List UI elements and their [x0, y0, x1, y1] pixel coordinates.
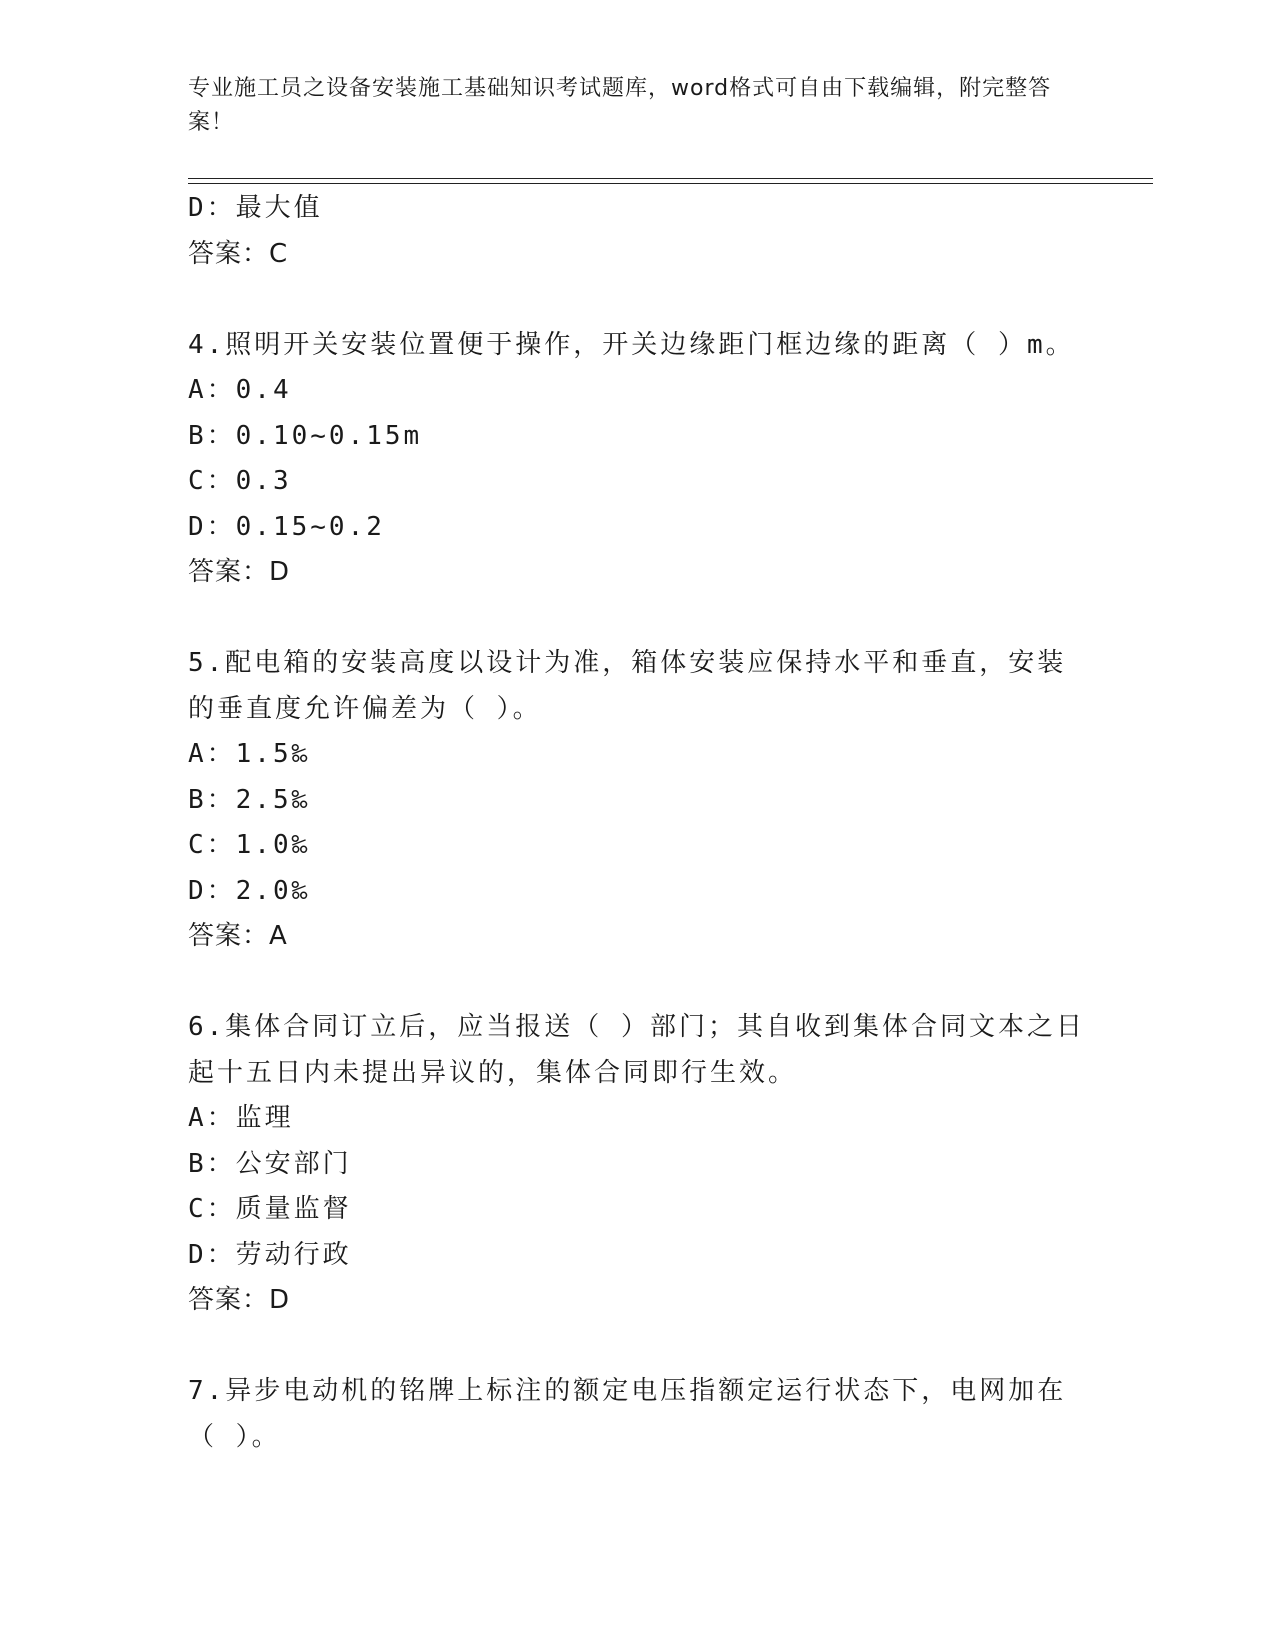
option-c	[188, 459, 1088, 505]
option-text: 0.3	[235, 466, 292, 496]
spacer	[188, 277, 1088, 323]
option-label: C：	[188, 466, 236, 496]
option-label: D：	[188, 875, 236, 906]
option-text: 最大值	[235, 193, 323, 223]
option-text: 公安部门	[235, 1148, 352, 1179]
header-rule-bottom	[188, 183, 1153, 184]
option-label: D：	[188, 193, 236, 223]
option-text: 0.4	[235, 375, 292, 405]
question-6-line-1: 6.集体合同订立后，应当报送（ ）部门；其自收到集体合同文本之日	[188, 1012, 1085, 1042]
option-label: C：	[188, 830, 236, 860]
option-label: B：	[188, 420, 236, 451]
answer-line: 答案：A	[188, 921, 288, 951]
spacer	[188, 960, 1088, 1006]
option-c	[188, 823, 1088, 869]
question-7-line-2: （ ）。	[188, 1421, 281, 1452]
answer-line: 答案：D	[188, 1285, 291, 1315]
option-c	[188, 1187, 1088, 1233]
option-a	[188, 368, 1088, 414]
option-b	[188, 778, 1088, 824]
option-label: D：	[188, 511, 236, 542]
question-7-line-1: 7.异步电动机的铭牌上标注的额定电压指额定运行状态下，电网加在	[188, 1376, 1067, 1406]
option-b	[188, 1142, 1088, 1188]
option-label: D：	[188, 1239, 236, 1270]
document-header: 专业施工员之设备安装施工基础知识考试题库，word格式可自由下载编辑，附完整答案！	[188, 76, 1052, 135]
answer-line: 答案：C	[188, 238, 289, 269]
option-text: 2.0‰	[235, 875, 311, 906]
option-label: B：	[188, 784, 236, 815]
option-d	[188, 505, 1088, 551]
option-a	[188, 732, 1088, 778]
option-text: 2.5‰	[235, 784, 311, 815]
option-label: C：	[188, 1194, 236, 1224]
question-5-line-1: 5.配电箱的安装高度以设计为准，箱体安装应保持水平和垂直，安装	[188, 648, 1067, 678]
option-b	[188, 414, 1088, 460]
option-d	[188, 869, 1088, 915]
option-d	[188, 1233, 1088, 1279]
question-4: 4.照明开关安装位置便于操作，开关边缘距门框边缘的距离（ ）m。	[188, 329, 1075, 360]
question-5-line-2: 的垂直度允许偏差为（ ）。	[188, 693, 542, 724]
option-text: 1.5‰	[235, 739, 311, 769]
option-text: 质量监督	[235, 1194, 352, 1224]
document-content	[188, 186, 1088, 1460]
option-label: A：	[188, 375, 236, 405]
option-d	[188, 186, 1088, 232]
option-text: 监理	[235, 1103, 294, 1133]
option-text: 劳动行政	[235, 1239, 352, 1270]
answer-line: 答案：D	[188, 557, 291, 587]
option-text: 0.10~0.15m	[235, 420, 423, 451]
spacer	[188, 596, 1088, 642]
spacer	[188, 1324, 1088, 1370]
option-label: A：	[188, 1103, 236, 1133]
option-label: A：	[188, 739, 236, 769]
option-label: B：	[188, 1148, 236, 1179]
question-6-line-2: 起十五日内未提出异议的，集体合同即行生效。	[188, 1057, 798, 1088]
option-a	[188, 1096, 1088, 1142]
header-rule-top	[188, 178, 1153, 179]
option-text: 1.0‰	[235, 830, 311, 860]
option-text: 0.15~0.2	[235, 511, 385, 542]
